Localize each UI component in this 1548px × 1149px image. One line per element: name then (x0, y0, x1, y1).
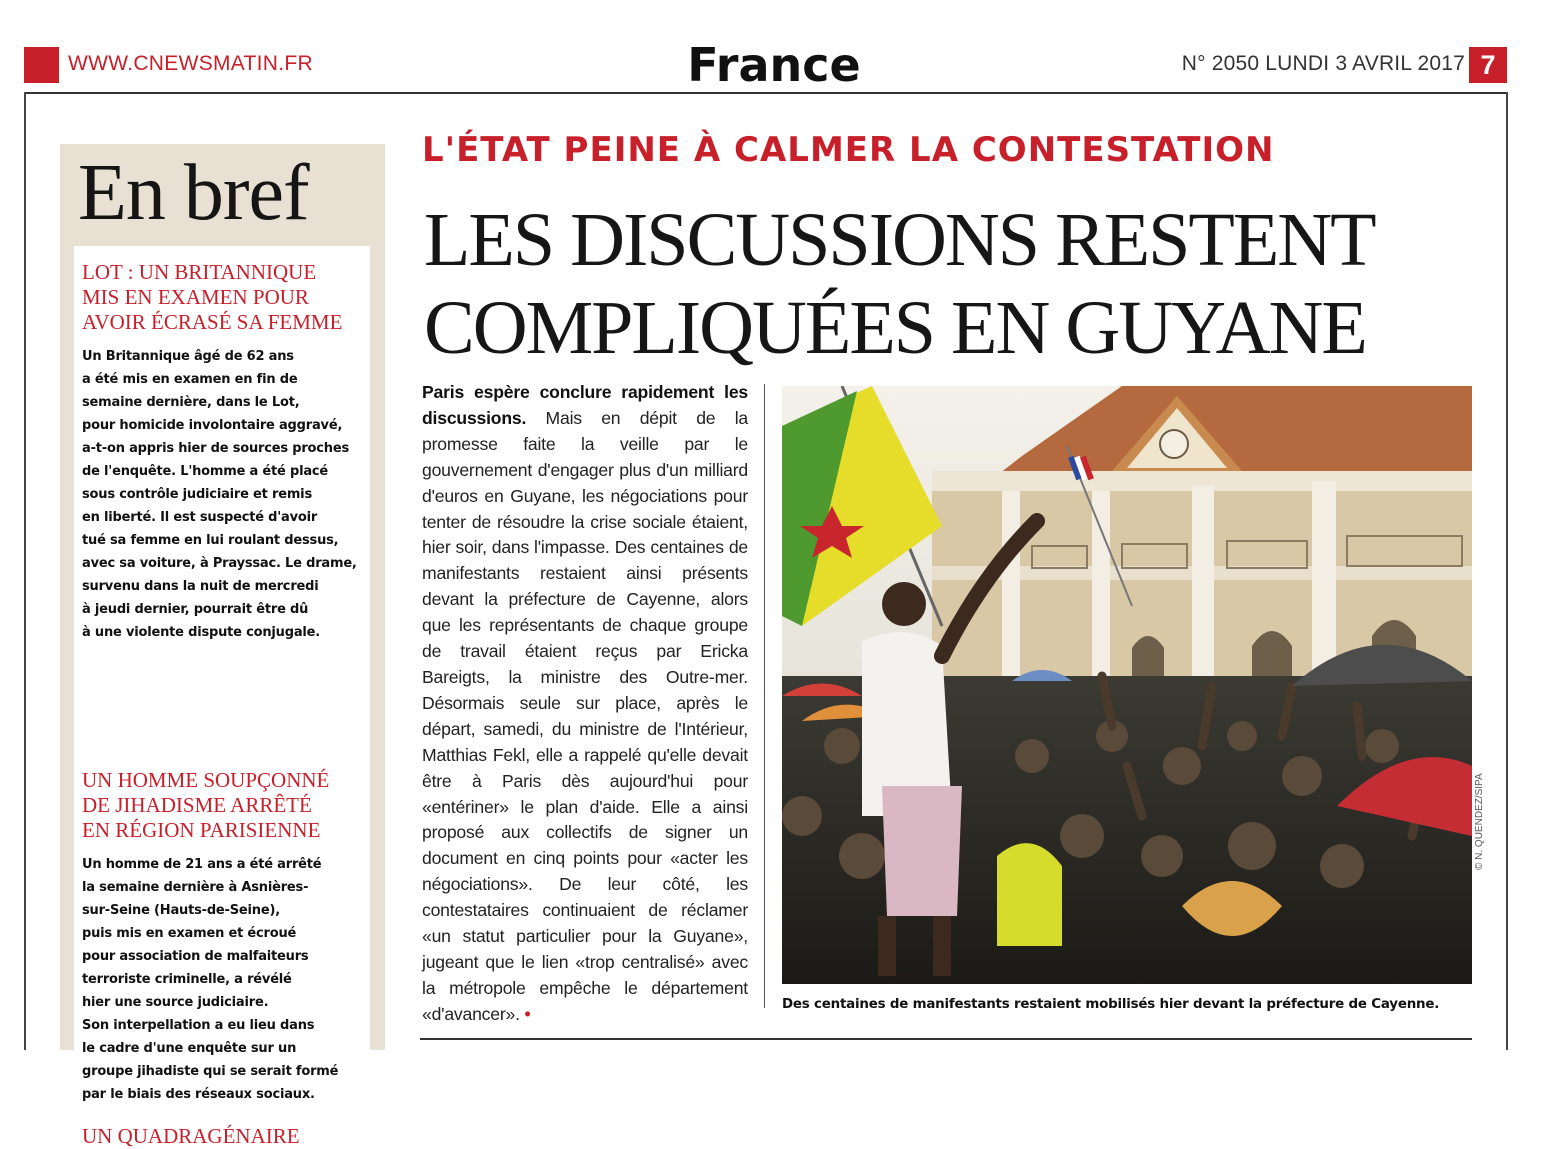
brief-headline (82, 1124, 364, 1149)
brief-body-line: Son interpellation a eu lieu dans (82, 1018, 315, 1033)
brief-body-line: en liberté. Il est suspecté d'avoir (82, 510, 318, 525)
brief-body-line: groupe jihadiste qui se serait formé (82, 1064, 339, 1079)
brief-body-line: sous contrôle judiciaire et remis (82, 487, 312, 502)
article-lead: Paris espère conclure rapidement les discussions. (422, 382, 748, 428)
brief-body-line: avec sa voiture, à Prayssac. Le drame, (82, 556, 357, 571)
frame-right-rule (1506, 92, 1508, 1050)
brief-body-line: à une violente dispute conjugale. (82, 625, 321, 640)
brief-body-line: le cadre d'une enquête sur un (82, 1041, 297, 1056)
section-title: France (687, 38, 861, 92)
brief-item (82, 1124, 364, 1149)
headline-line: LES DISCUSSIONS RESTENT (424, 198, 1375, 282)
en-bref-sidebar (60, 144, 385, 1148)
column-rule (764, 384, 765, 1008)
brief-body-line: de l'enquête. L'homme a été placé (82, 464, 329, 479)
article-kicker: L'ÉTAT PEINE À CALMER LA CONTESTATION (422, 130, 1275, 170)
brief-body-line: a été mis en examen en fin de (82, 372, 298, 387)
brief-body-line: à jeudi dernier, pourrait être dû (82, 602, 309, 617)
brief-body-line: tué sa femme en lui roulant dessus, (82, 533, 339, 548)
frame-left-rule (24, 92, 26, 1050)
brief-item (82, 260, 364, 644)
brief-body-line: sur-Seine (Hauts-de-Seine), (82, 903, 280, 918)
site-url[interactable]: WWW.CNEWSMATIN.FR (68, 52, 314, 75)
bottom-rule (420, 1038, 1472, 1040)
brief-body-line: Un homme de 21 ans a été arrêté (82, 857, 322, 872)
brief-headline-line: LOT : UN BRITANNIQUE (82, 260, 317, 284)
brief-headline-line: UN HOMME SOUPÇONNÉ (82, 768, 330, 792)
photo-credit: © N. QUENDEZ/SIPA (1474, 773, 1485, 870)
page-number-badge: 7 (1469, 47, 1507, 83)
brief-headline-line: MIS EN EXAMEN POUR (82, 285, 309, 309)
article-headline (424, 196, 1484, 372)
issue-date: N° 2050 LUNDI 3 AVRIL 2017 (1181, 52, 1465, 75)
article-body-text: Mais en dépit de la promesse faite la veille par le gouvernement d'engager plus d'un milliard d'euros en Guyane, les négociations pour tenter de résoudre la crise sociale étaient, hier soir, dans l'impasse. Des centaines de manifestants restaient ainsi présents devant la préfecture de Cayenne, alors que les représentants de chaque groupe de travail étaient reçus par Ericka Bareigts, la ministre des Outre-mer. Désormais seule sur place, après le départ, samedi, du ministre de l'Intérieur, Matthias Fekl, elle a rappelé qu'elle devait être à Paris dès aujourd'hui pour «entériner» le plan d'aide. Elle a ainsi proposé aux collectifs de signer un document en cinq points pour «acter les négociations». De leur côté, les contestataires continuaient de réclamer «un statut particulier pour la Guyane», jugeant que le lien «trop centralisé» avec la métropole empêche le département «d'avancer». (422, 407, 748, 1024)
brief-body-line: puis mis en examen et écroué (82, 926, 297, 941)
photo-caption: Des centaines de manifestants restaient mobilisés hier devant la préfecture de Cayenne. (782, 997, 1440, 1012)
brief-body-line: Un Britannique âgé de 62 ans (82, 349, 294, 364)
brief-body-line: a-t-on appris hier de sources proches (82, 441, 350, 456)
brief-body-line: semaine dernière, dans le Lot, (82, 395, 300, 410)
brief-headline-line: EN RÉGION PARISIENNE (82, 818, 321, 842)
brief-body (82, 345, 364, 644)
sidebar-panel (74, 246, 370, 1148)
brief-headline-line: DE JIHADISME ARRÊTÉ (82, 793, 312, 817)
brief-body-line: terroriste criminelle, a révélé (82, 972, 292, 987)
brief-headline (82, 260, 364, 335)
brief-body-line: pour association de malfaiteurs (82, 949, 309, 964)
article-end-mark: • (524, 1003, 531, 1024)
brief-body-line: la semaine dernière à Asnières- (82, 880, 309, 895)
brief-body-line: survenu dans la nuit de mercredi (82, 579, 319, 594)
brief-item (82, 768, 364, 1106)
brief-headline (82, 768, 364, 843)
article-body (422, 380, 748, 1028)
sidebar-title: En bref (78, 149, 309, 237)
brief-body (82, 853, 364, 1106)
headline-line: COMPLIQUÉES EN GUYANE (424, 286, 1366, 370)
protest-photo (782, 386, 1472, 984)
brief-headline-line: AVOIR ÉCRASÉ SA FEMME (82, 310, 343, 334)
header-rule (24, 92, 1508, 94)
brief-headline-line: UN QUADRAGÉNAIRE (82, 1124, 300, 1148)
brief-body-line: hier une source judiciaire. (82, 995, 269, 1010)
brief-body-line: pour homicide involontaire aggravé, (82, 418, 343, 433)
brief-body-line: par le biais des réseaux sociaux. (82, 1087, 315, 1102)
